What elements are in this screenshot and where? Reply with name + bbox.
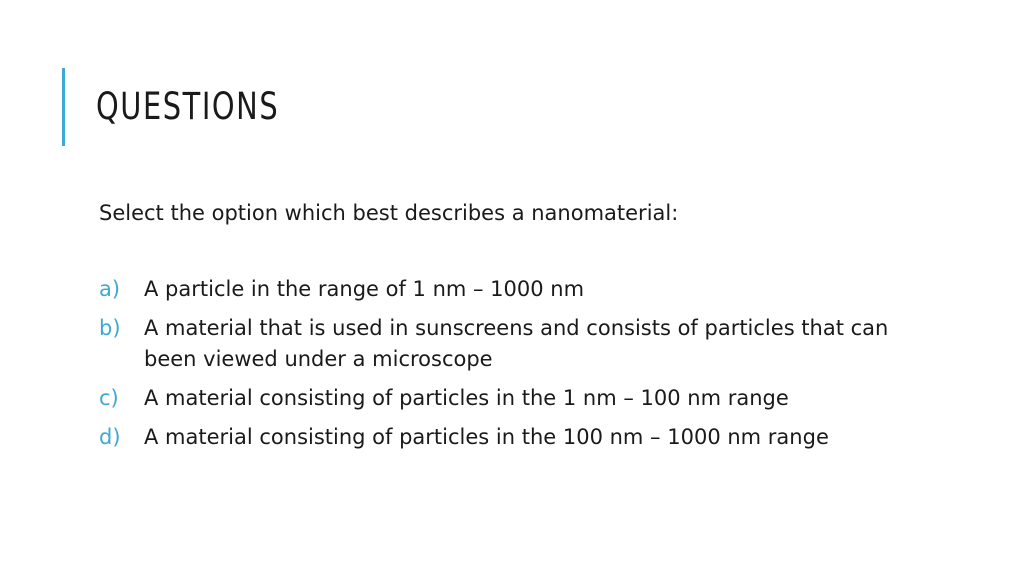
title-accent-bar (62, 68, 65, 146)
answer-options-list (99, 274, 919, 461)
question-prompt: Select the option which best describes a nanomaterial: (99, 201, 679, 225)
option-marker: d) (99, 425, 121, 449)
answer-option-d (99, 422, 919, 453)
option-marker: b) (99, 316, 121, 340)
answer-option-c (99, 383, 919, 414)
option-text: A material that is used in sunscreens and consists of particles that can been viewed under a microscope (144, 316, 889, 371)
option-marker: c) (99, 386, 119, 410)
answer-option-b (99, 313, 919, 375)
option-text: A particle in the range of 1 nm – 1000 nm (144, 277, 585, 301)
answer-option-a (99, 274, 919, 305)
option-marker: a) (99, 277, 121, 301)
option-text: A material consisting of particles in the 1 nm – 100 nm range (144, 386, 789, 410)
option-text: A material consisting of particles in the 100 nm – 1000 nm range (144, 425, 829, 449)
slide-title: QUESTIONS (96, 85, 280, 128)
